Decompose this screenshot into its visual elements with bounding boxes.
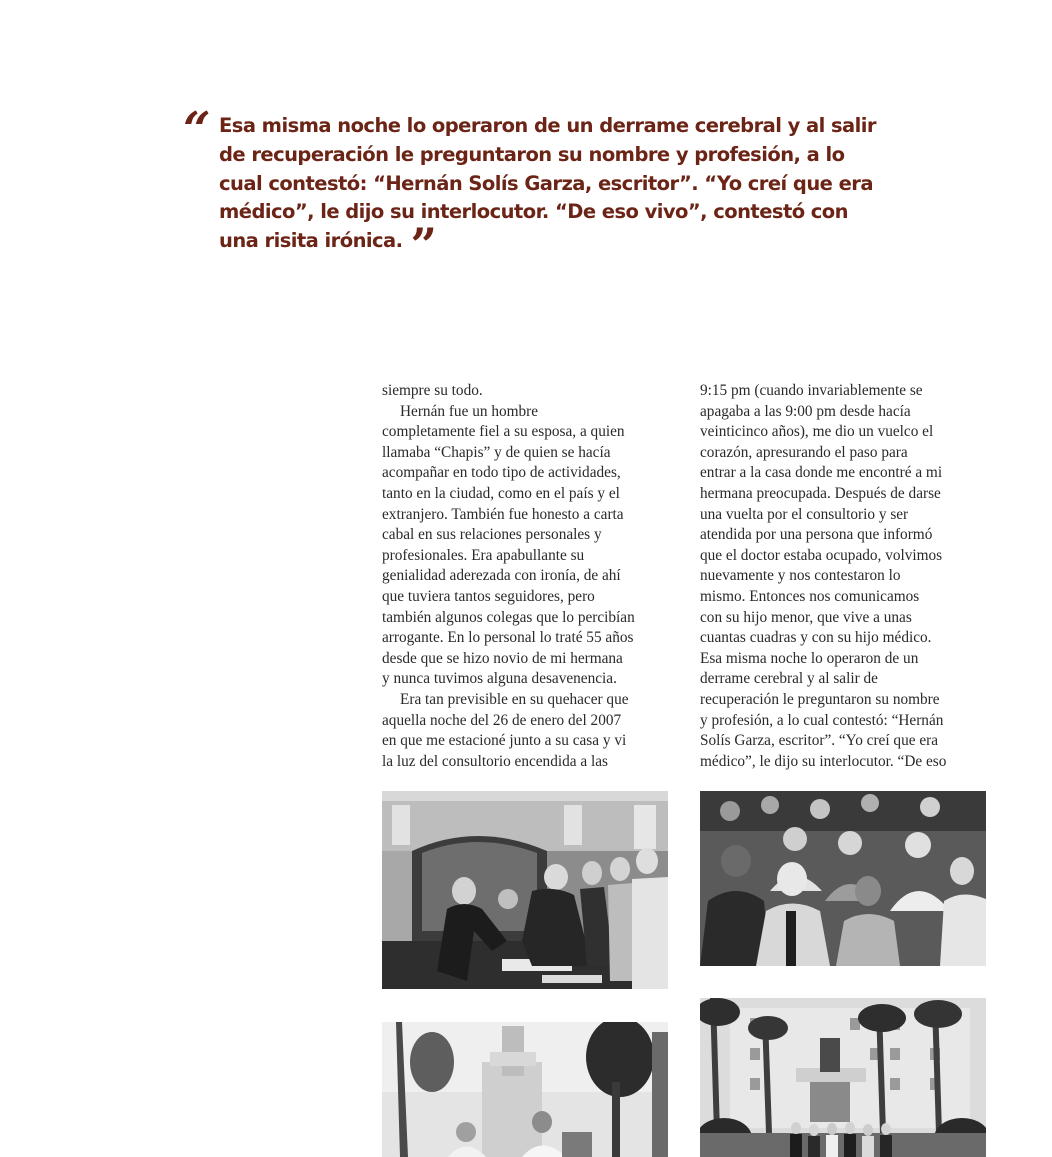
close-quote-mark: ” [410, 218, 437, 273]
body-line: desde que se hizo novio de mi hermana [382, 649, 623, 667]
pull-quote-line: Esa misma noche lo operaron de un derrame cerebral y al salir [219, 114, 876, 137]
body-line: hermana preocupada. Después de darse [700, 484, 941, 502]
body-line: veinticinco años), me dio un vuelco el [700, 423, 934, 441]
body-line: llamaba “Chapis” y de quien se hacía [382, 443, 611, 461]
body-line: que el doctor estaba ocupado, volvimos [700, 546, 943, 564]
pull-quote-line: una risita irónica. [219, 229, 403, 253]
body-line: mismo. Entonces nos comunicamos [700, 587, 920, 605]
body-line: arrogante. En lo personal lo traté 55 años [382, 629, 634, 647]
body-line: atendida por una persona que informó [700, 526, 933, 544]
pull-quote-line: cual contestó: “Hernán Solís Garza, escritor”. “Yo creí que era [219, 171, 873, 195]
body-line: aquella noche del 26 de enero del 2007 [382, 711, 622, 729]
body-line: apagaba a las 9:00 pm desde hacía [700, 402, 911, 420]
body-line: y profesión, a lo cual contestó: “Hernán [700, 711, 944, 729]
body-line: derrame cerebral y al salir de [700, 670, 878, 688]
photo-monument-outdoor [382, 1022, 668, 1157]
open-quote-mark: “ [183, 102, 211, 158]
body-column-right [700, 381, 990, 772]
body-line: en que me estacioné junto a su casa y vi [382, 732, 627, 750]
body-line: recuperación le preguntaron su nombre [700, 690, 940, 708]
body-line: siempre su todo. [382, 382, 483, 399]
pull-quote-line: médico”, le dijo su interlocutor. “De eso vivo”, contestó con [219, 200, 848, 224]
body-line: una vuelta por el consultorio y ser [700, 505, 909, 523]
photo-audience [700, 791, 986, 966]
pull-quote-text [219, 112, 876, 273]
body-line: completamente fiel a su esposa, a quien [382, 423, 625, 441]
body-line: tanto en la ciudad, como en el país y el [382, 484, 620, 502]
body-line: Era tan previsible en su quehacer que [400, 690, 629, 708]
pull-quote [183, 102, 876, 273]
body-line: nuevamente y nos contestaron lo [700, 567, 901, 585]
body-line: con su hijo menor, que vive a unas [700, 608, 912, 626]
body-line: Solís Garza, escritor”. “Yo creí que era [700, 732, 939, 750]
photo-ceremony-handshake [382, 791, 668, 989]
body-line: profesionales. Era apabullante su [382, 546, 585, 564]
body-line: extranjero. También fue honesto a carta [382, 505, 624, 523]
body-line: la luz del consultorio encendida a las [382, 752, 608, 770]
pull-quote-line: de recuperación le preguntaron su nombre y profesión, a lo [219, 142, 845, 166]
body-line: 9:15 pm (cuando invariablemente se [700, 382, 923, 399]
body-line: cuantas cuadras y con su hijo médico. [700, 629, 932, 647]
body-line: entrar a la casa donde me encontré a mi [700, 464, 943, 482]
body-line: corazón, apresurando el paso para [700, 443, 908, 461]
body-line: médico”, le dijo su interlocutor. “De eso [700, 752, 947, 770]
body-line: genialidad aderezada con ironía, de ahí [382, 567, 621, 585]
body-line: acompañar en todo tipo de actividades, [382, 464, 621, 482]
body-line: también algunos colegas que lo percibían [382, 608, 635, 626]
body-column-left [382, 381, 672, 772]
body-line: y nunca tuvimos alguna desavenencia. [382, 670, 617, 688]
body-line: que tuviera tantos seguidores, pero [382, 587, 595, 605]
pull-quote-line-last [219, 218, 843, 273]
photo-hospital-group [700, 998, 986, 1157]
body-line: Esa misma noche lo operaron de un [700, 649, 919, 667]
body-line: cabal en sus relaciones personales y [382, 526, 602, 544]
body-line: Hernán fue un hombre [400, 402, 539, 420]
